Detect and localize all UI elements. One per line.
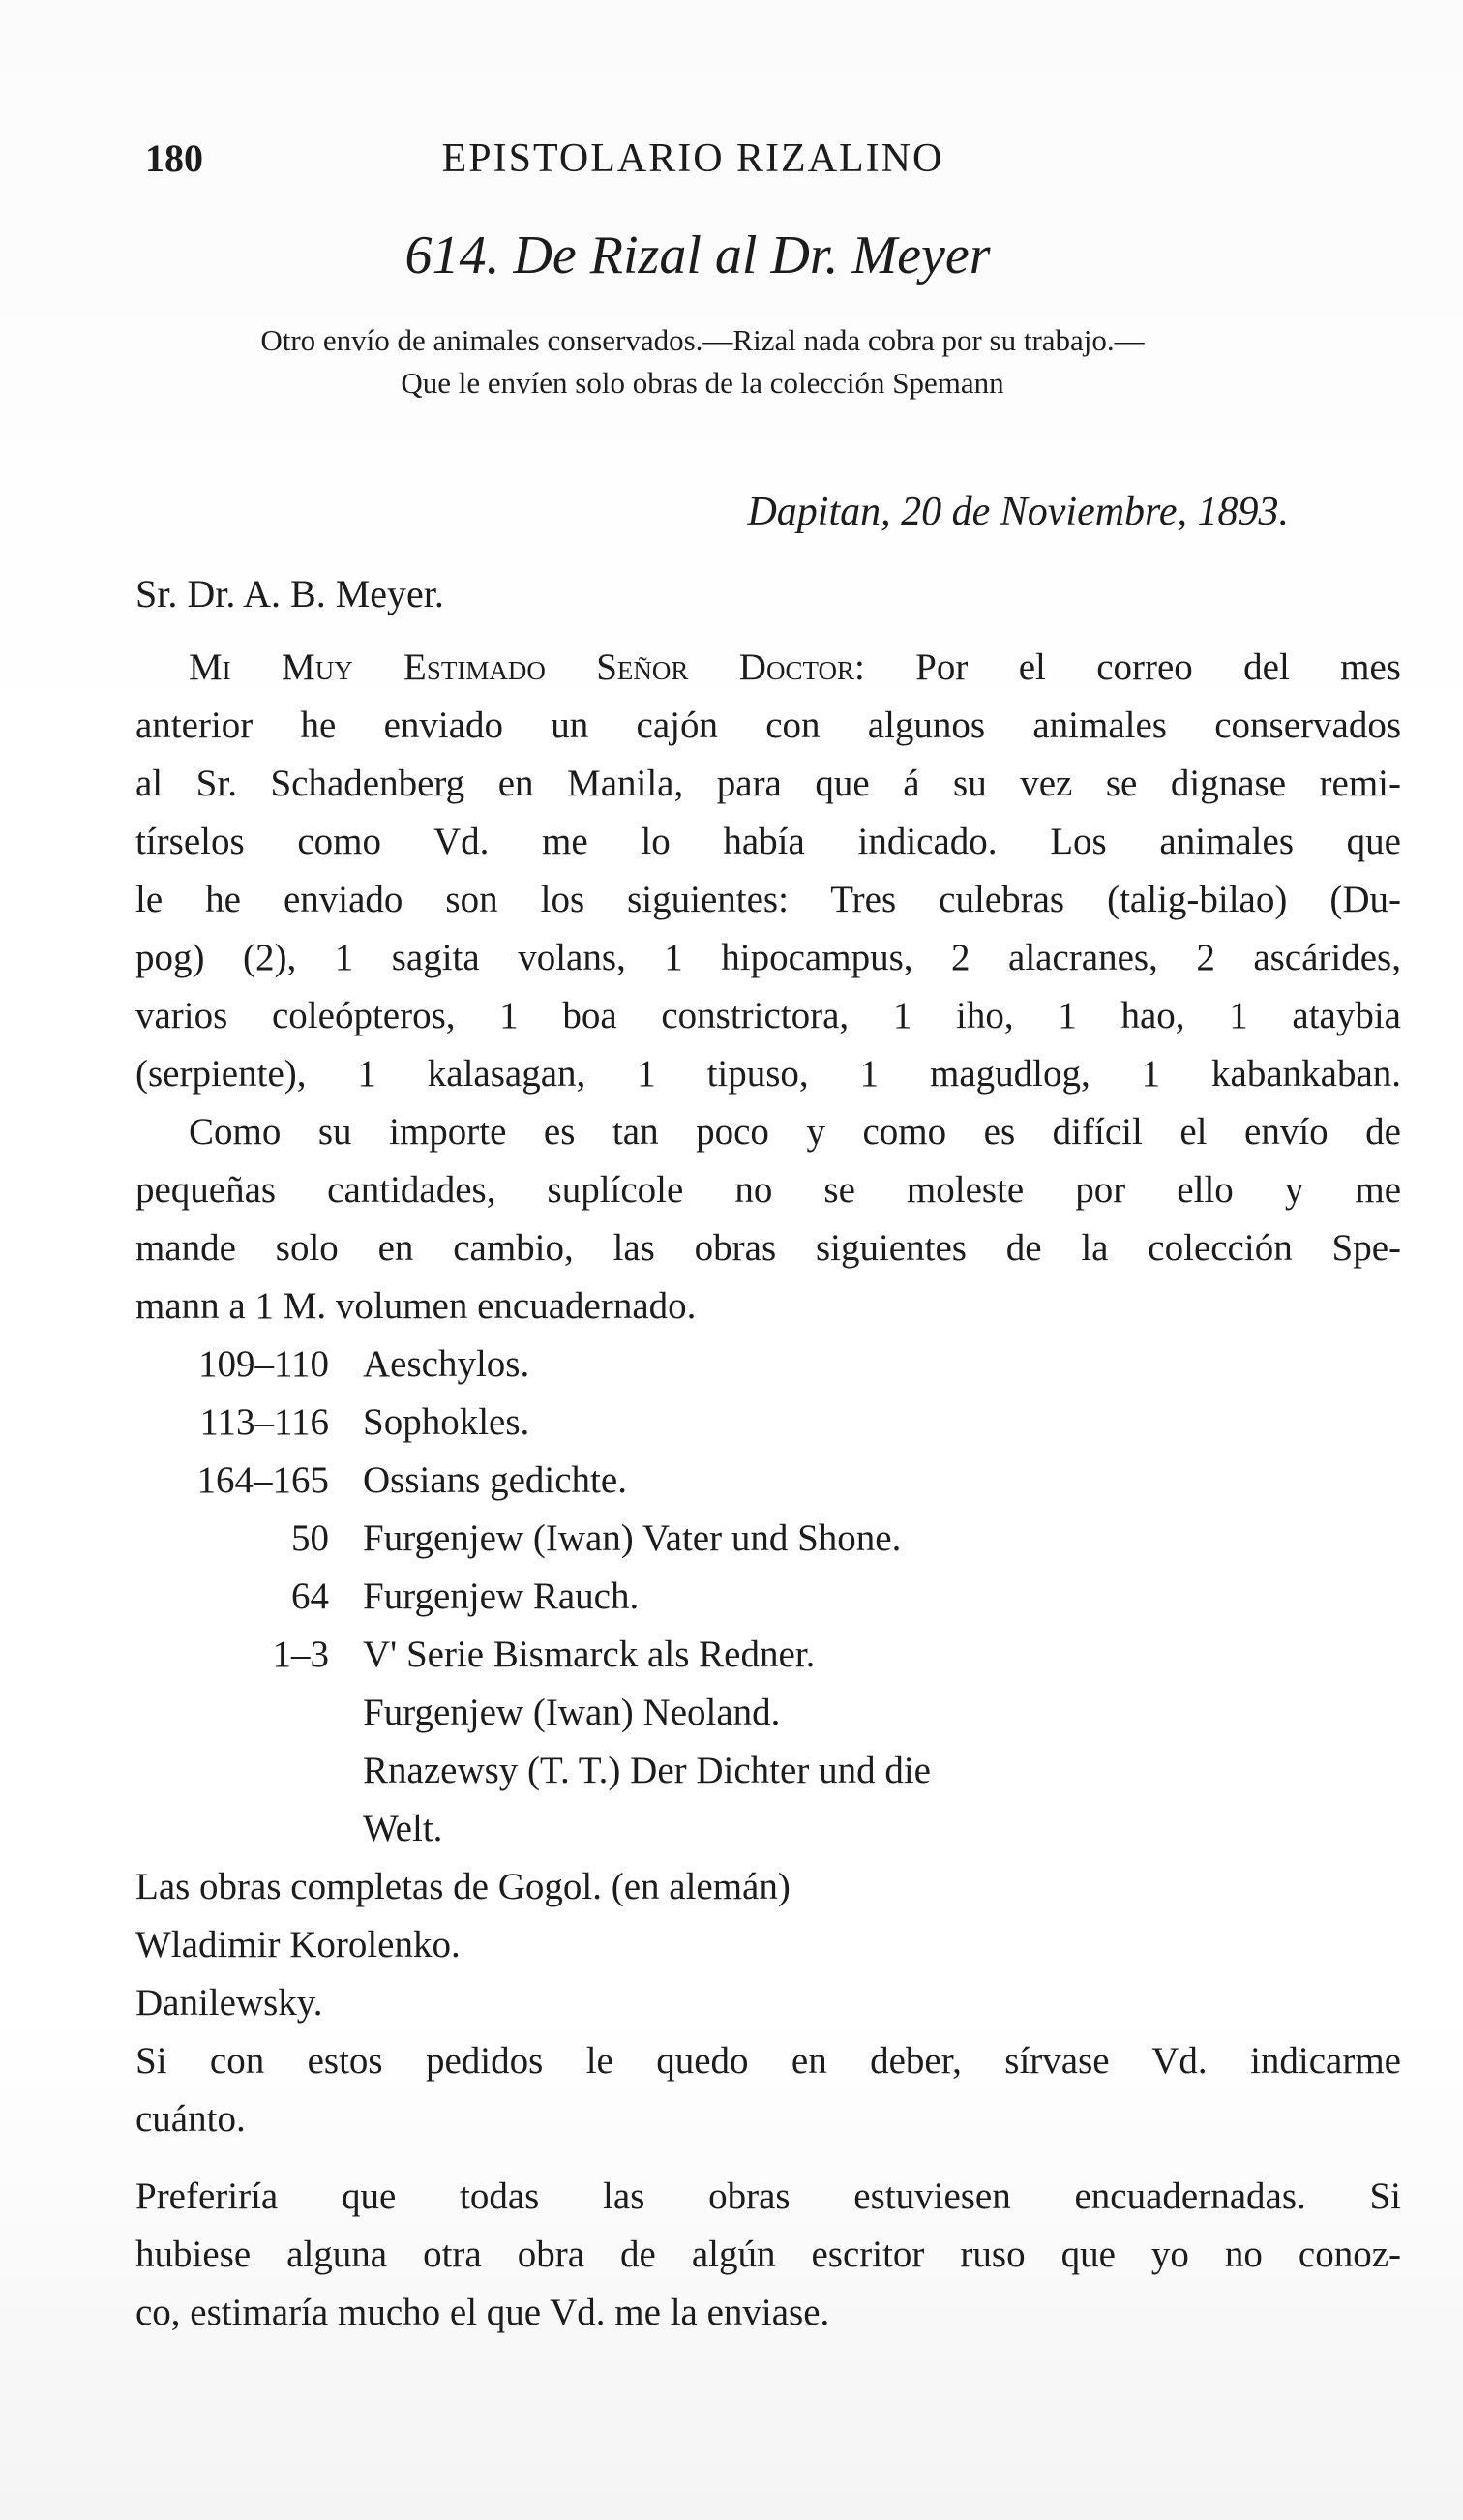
book-title: Sophokles.: [363, 1401, 530, 1443]
book-volume-number: 50: [291, 1517, 329, 1559]
paragraph-line: Si con estos pedidos le quedo en deber, sírvase Vd. indicarme: [135, 2040, 1401, 2082]
book-title: Rnazewsy (T. T.) Der Dichter und die: [363, 1750, 931, 1791]
paragraph-line: Como su importe es tan poco y como es difícil el envío de: [189, 1111, 1401, 1153]
running-title: EPISTOLARIO RIZALINO: [441, 136, 944, 181]
paragraph-line: mande solo en cambio, las obras siguientes de la colección Spe-: [135, 1227, 1401, 1269]
paragraph-line: Preferiría que todas las obras estuviesen encuadernadas. Si: [135, 2175, 1401, 2217]
book-title: Furgenjew Rauch.: [363, 1575, 640, 1617]
paragraph-line: hubiese alguna otra obra de algún escritor ruso que yo no conoz-: [135, 2234, 1401, 2275]
paragraph-line: al Sr. Schadenberg en Manila, para que á su vez se dignase remi-: [135, 763, 1401, 804]
paragraph-line: le he enviado son los siguientes: Tres culebras (talig-bilao) (Du-: [135, 879, 1401, 920]
book-title: Welt.: [363, 1808, 443, 1849]
book-entry: [135, 1394, 1401, 1452]
paragraph-text: Por el correo del mes: [915, 646, 1401, 688]
extra-work-line: Danilewsky.: [135, 1982, 323, 2024]
book-title: V' Serie Bismarck als Redner.: [363, 1634, 816, 1675]
book-volume-number: 109–110: [197, 1343, 329, 1385]
book-volume-number: 64: [291, 1575, 329, 1617]
book-entry: [135, 1510, 1401, 1568]
page-number: 180: [145, 136, 203, 180]
book-entry: [135, 1684, 1401, 1742]
paragraph-line: anterior he enviado un cajón con algunos animales conservados: [135, 705, 1401, 746]
extra-work-line: Wladimir Korolenko.: [135, 1924, 461, 1965]
book-title: Furgenjew (Iwan) Neoland.: [363, 1692, 781, 1733]
paragraph-line: pequeñas cantidades, suplícole no se moleste por ello y me: [135, 1169, 1401, 1211]
letter-summary: [135, 319, 1269, 405]
dateline: Dapitan, 20 de Noviembre, 1893.: [747, 490, 1289, 534]
book-entry: [135, 1568, 1401, 1626]
paragraph-gap: [135, 2148, 1401, 2168]
summary-line: Otro envío de animales conservados.—Rizal nada cobra por su trabajo.—: [260, 323, 1145, 357]
paragraph-line: cuánto.: [135, 2098, 246, 2140]
paragraph-line: [135, 639, 1401, 697]
book-entry: [135, 1452, 1401, 1510]
book-volume-number: 1–3: [272, 1634, 329, 1675]
running-head: [145, 135, 1240, 194]
salutation: Sr. Dr. A. B. Meyer.: [135, 572, 444, 615]
paragraph-line: co, estimaría mucho el que Vd. me la enviase.: [135, 2292, 830, 2333]
book-volume-number: 164–165: [196, 1459, 329, 1501]
book-title: Ossians gedichte.: [363, 1459, 627, 1501]
letter-body: [135, 639, 1401, 2342]
book-volume-number: [135, 1800, 363, 1858]
book-entry: [135, 1800, 1401, 1858]
book-entry: [135, 1742, 1401, 1800]
book-entry: [135, 1626, 1401, 1684]
paragraph-line: pog) (2), 1 sagita volans, 1 hipocampus, 2 alacranes, 2 ascárides,: [135, 937, 1401, 978]
greeting: Mi Muy Estimado Señor Doctor:: [189, 646, 865, 688]
book-volume-number: [135, 1684, 363, 1742]
paragraph-line: (serpiente), 1 kalasagan, 1 tipuso, 1 magudlog, 1 kabankaban.: [135, 1053, 1401, 1095]
book-entry: [135, 1335, 1401, 1394]
book-volume-number: [135, 1742, 363, 1800]
paragraph-line: varios coleópteros, 1 boa constrictora, 1 iho, 1 hao, 1 ataybia: [135, 995, 1401, 1036]
book-title: Furgenjew (Iwan) Vater und Shone.: [363, 1517, 902, 1559]
book-title: Aeschylos.: [363, 1343, 530, 1385]
summary-line: Que le envíen solo obras de la colección Spemann: [401, 366, 1004, 400]
letter-title: 614. De Rizal al Dr. Meyer: [404, 225, 991, 285]
paragraph-line: mann a 1 M. volumen encuadernado.: [135, 1285, 697, 1327]
book-volume-number: 113–116: [199, 1401, 329, 1443]
paragraph-line: tírselos como Vd. me lo había indicado. Los animales que: [135, 821, 1401, 862]
book-list: [135, 1335, 1401, 1858]
extra-work-line: Las obras completas de Gogol. (en alemán): [135, 1866, 791, 1907]
